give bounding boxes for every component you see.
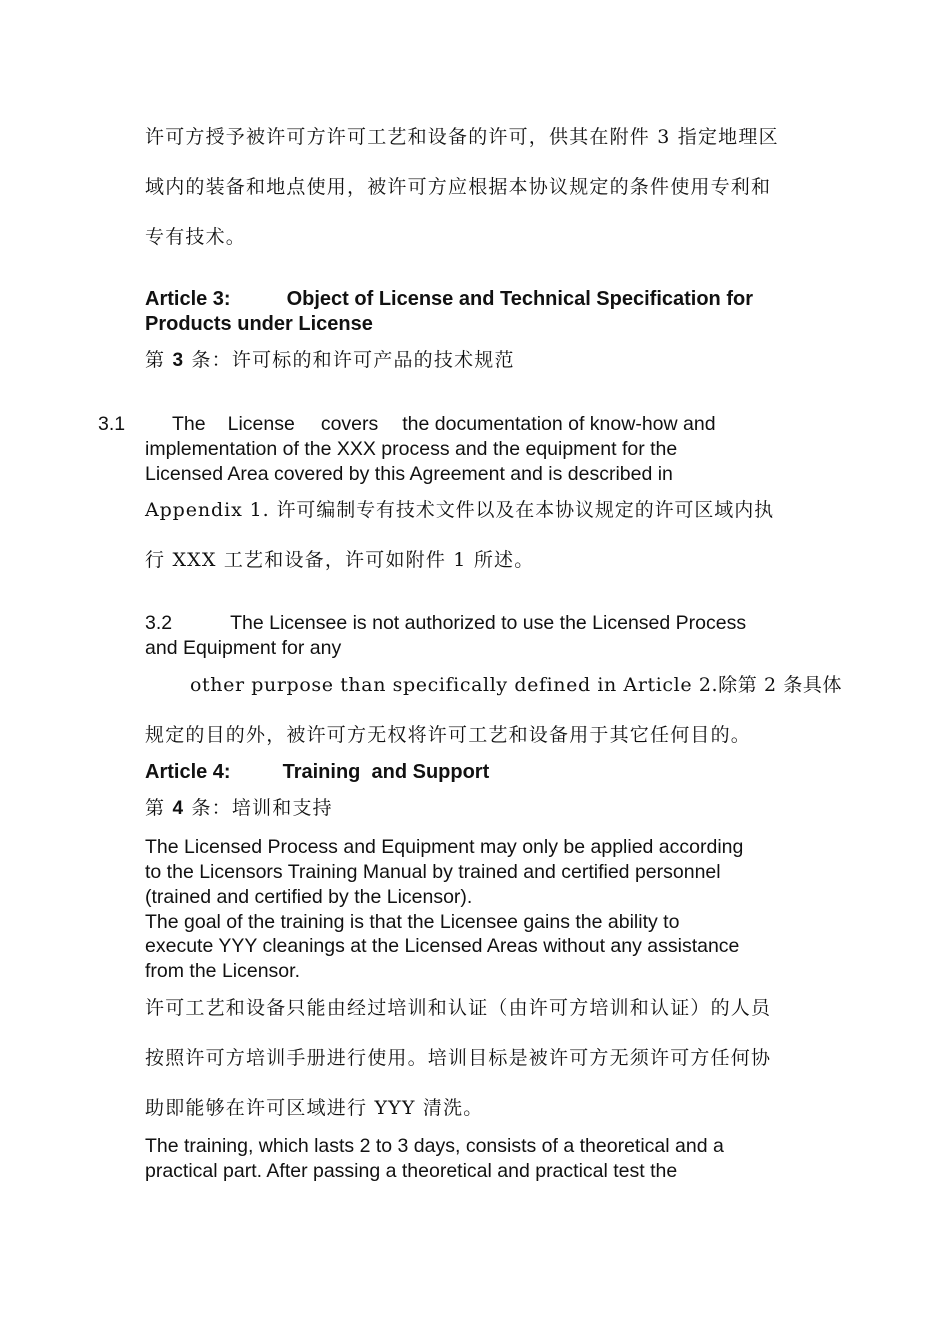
clause-3-2-number: 3.2 <box>145 612 173 634</box>
article3-cn-number: 3 <box>172 350 185 371</box>
clause-3-2-line-4: 规定的目的外，被许可方无权将许可工艺和设备用于其它任何目的。 <box>145 724 752 746</box>
clause-3-1-line-3: Licensed Area covered by this Agreement and is described in <box>145 463 673 485</box>
article4-label: Article 4: <box>145 761 231 783</box>
article4-cn-number: 4 <box>172 798 185 819</box>
clause-3-1-line-1: The License covers the documentation of know-how and <box>172 413 716 435</box>
article4-title: Training and Support <box>282 761 490 783</box>
intro-line-2: 域内的装备和地点使用，被许可方应根据本协议规定的条件使用专利和 <box>145 176 772 198</box>
clause-3-2-line-1: 3.2 The Licensee is not authorized to use the Licensed Process <box>145 612 747 634</box>
article4-cn-p1-line-3: 助即能够在许可区域进行 YYY 清洗。 <box>145 1097 484 1119</box>
intro-line-1: 许可方授予被许可方许可工艺和设备的许可，供其在附件 3 指定地理区 <box>145 126 779 148</box>
article4-en-p1-line-1: The Licensed Process and Equipment may only be applied according <box>145 836 744 858</box>
article4-en-p1-line-3: (trained and certified by the Licensor). <box>145 886 473 908</box>
article4-en-p2-line-2: practical part. After passing a theoretical and practical test the <box>145 1160 678 1182</box>
article3-heading-line-2: Products under License <box>145 313 373 335</box>
clause-3-1-number: 3.1 <box>98 413 126 435</box>
clause-3-1-line-5: 行 XXX 工艺和设备，许可如附件 1 所述。 <box>145 549 535 571</box>
article4-heading <box>145 760 489 784</box>
clause-3-1-line-4: Appendix 1. 许可编制专有技术文件以及在本协议规定的许可区域内执 <box>145 499 774 521</box>
article4-en-p2-line-1: The training, which lasts 2 to 3 days, consists of a theoretical and a <box>145 1135 724 1157</box>
article4-cn-heading: 第 4 条：培训和支持 <box>145 797 333 819</box>
article3-heading-line-1 <box>145 287 753 311</box>
article4-en-p1-line-6: from the Licensor. <box>145 960 300 982</box>
article4-en-p1-line-5: execute YYY cleanings at the Licensed Areas without any assistance <box>145 935 740 957</box>
article4-en-p1-line-4: The goal of the training is that the Licensee gains the ability to <box>145 911 680 933</box>
article4-en-p1-line-2: to the Licensors Training Manual by trained and certified personnel <box>145 861 721 883</box>
clause-3-1-line-2: implementation of the XXX process and the equipment for the <box>145 438 678 460</box>
article3-title-1: Object of License and Technical Specification for <box>286 288 753 310</box>
clause-3-2-line-2: and Equipment for any <box>145 637 342 659</box>
article4-cn-p1-line-1: 许可工艺和设备只能由经过培训和认证（由许可方培训和认证）的人员 <box>145 997 772 1019</box>
article4-cn-p1-line-2: 按照许可方培训手册进行使用。培训目标是被许可方无须许可方任何协 <box>145 1047 772 1069</box>
article3-cn-heading: 第 3 条：许可标的和许可产品的技术规范 <box>145 349 515 371</box>
intro-line-3: 专有技术。 <box>145 226 247 248</box>
clause-3-2-line-3: other purpose than specifically defined in Article 2.除第 2 条具体 <box>190 674 843 696</box>
article3-label: Article 3: <box>145 288 231 310</box>
